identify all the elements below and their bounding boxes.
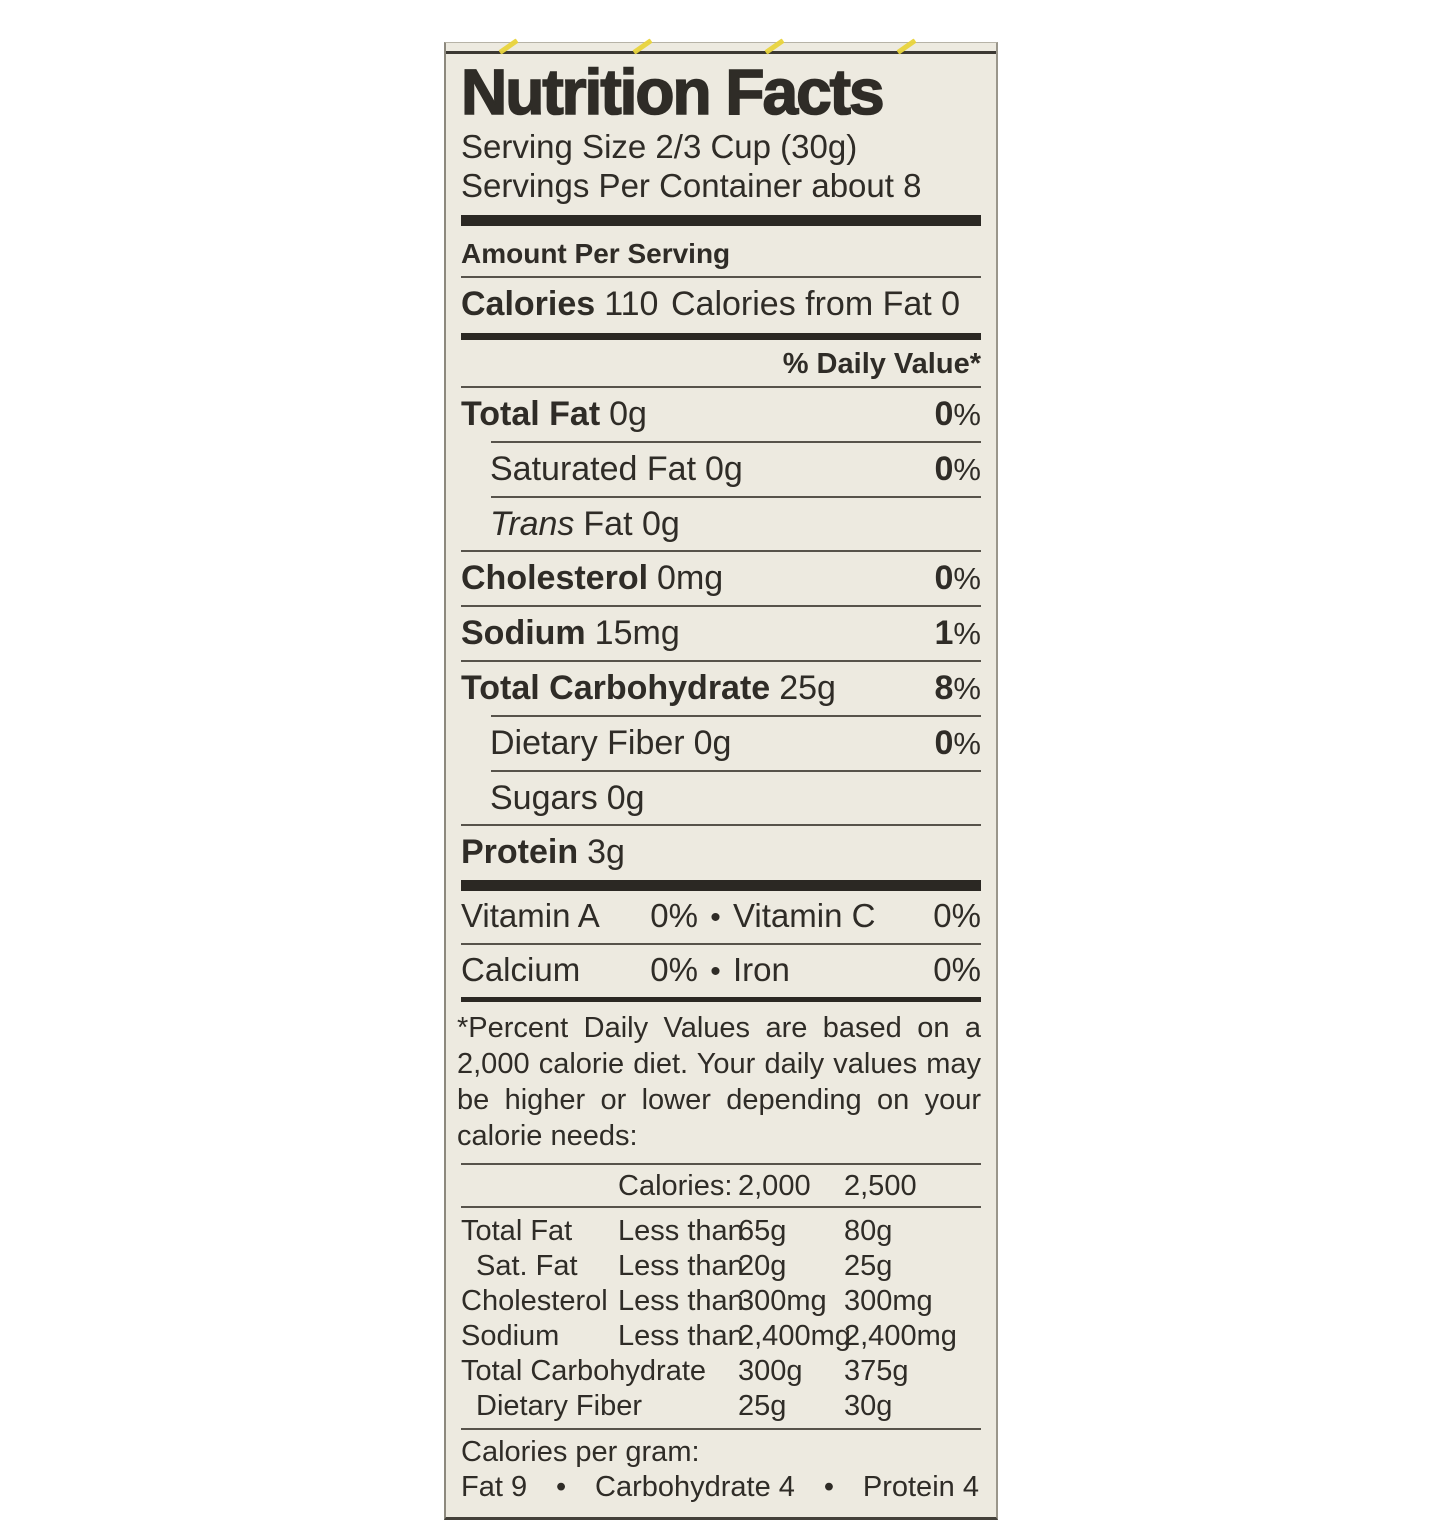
- vitamin-row-calcium-iron: [461, 945, 981, 997]
- calories-per-gram-title: Calories per gram:: [461, 1436, 700, 1468]
- servings-per-container: Servings Per Container about 8: [461, 167, 922, 204]
- nutrient-row-sodium: Sodium 15mg 1%: [461, 614, 981, 652]
- thick-divider: [461, 215, 981, 226]
- medium-divider: [461, 333, 981, 340]
- daily-values-table: [461, 1169, 981, 1430]
- daily-value: 0%: [934, 724, 981, 762]
- calories-row: [461, 278, 981, 331]
- cpg-fat: Fat 9: [461, 1471, 528, 1503]
- daily-value-heading: % Daily Value*: [782, 348, 981, 380]
- nutrient-row-total-fat: Total Fat 0g 0%: [461, 395, 981, 433]
- iron-label: Iron: [732, 951, 790, 988]
- table-row: Total Fat Less than 65g 80g: [461, 1215, 893, 1247]
- amount-per-serving-heading: Amount Per Serving: [461, 238, 731, 269]
- col-2000: 2,000: [738, 1170, 811, 1202]
- daily-values-footnote: *Percent Daily Values are based on a 2,000 calorie diet. Your daily values may be higher or lower depending on your calorie needs:: [457, 1012, 981, 1152]
- nutrition-facts-label: [444, 42, 998, 1520]
- daily-value: 8%: [934, 669, 981, 707]
- thick-divider: [461, 880, 981, 891]
- bullet-separator: •: [710, 955, 721, 988]
- calcium-value: 0%: [650, 951, 698, 988]
- daily-value: 1%: [934, 614, 981, 652]
- table-row: Sat. Fat Less than 20g 25g: [476, 1250, 893, 1282]
- table-row: Total Carbohydrate 300g 375g: [461, 1355, 909, 1387]
- vitamin-a-label: Vitamin A: [461, 897, 600, 934]
- col-2500: 2,500: [844, 1170, 917, 1202]
- calcium-label: Calcium: [461, 951, 581, 988]
- table-row: Dietary Fiber 25g 30g: [476, 1390, 893, 1422]
- calories-value: Calories 110: [461, 285, 659, 323]
- bullet-separator: •: [555, 1471, 567, 1503]
- table-row: Cholesterol Less than 300mg 300mg: [461, 1285, 933, 1317]
- bullet-separator: •: [710, 901, 721, 934]
- vitamin-c-value: 0%: [933, 897, 981, 934]
- nutrient-row-total-carbohydrate: Total Carbohydrate 25g 8%: [461, 669, 981, 707]
- calories-per-gram-section: [461, 1430, 981, 1505]
- vitamin-row-a-c: [461, 891, 981, 943]
- vitamin-c-label: Vitamin C: [732, 897, 876, 934]
- vitamin-a-value: 0%: [650, 897, 698, 934]
- daily-value: 0%: [934, 450, 981, 488]
- daily-value: 0%: [934, 559, 981, 597]
- calories-column-label: Calories:: [618, 1170, 733, 1202]
- table-row: Sodium Less than 2,400mg 2,400mg: [461, 1320, 957, 1352]
- label-title: Nutrition Facts: [461, 56, 883, 128]
- calories-from-fat: Calories from Fat 0: [671, 285, 961, 323]
- nutrient-row-sugars: Sugars 0g: [490, 779, 645, 817]
- daily-value: 0%: [934, 395, 981, 433]
- nutrient-row-protein: Protein 3g: [461, 833, 625, 871]
- nutrient-row-cholesterol: Cholesterol 0mg 0%: [461, 559, 981, 597]
- cpg-carbohydrate: Carbohydrate 4: [595, 1471, 795, 1503]
- cpg-protein: Protein 4: [862, 1471, 979, 1503]
- nutrient-row-trans-fat: Trans Fat 0g: [490, 505, 680, 543]
- nutrient-row-saturated-fat: Saturated Fat 0g 0%: [490, 450, 981, 488]
- serving-size: Serving Size 2/3 Cup (30g): [461, 128, 858, 165]
- table-header-row: [461, 1169, 981, 1204]
- iron-value: 0%: [933, 951, 981, 988]
- divider: [461, 1163, 981, 1165]
- divider: [461, 1206, 981, 1208]
- label-top-border: [446, 51, 996, 54]
- bullet-separator: •: [823, 1471, 834, 1503]
- nutrient-row-dietary-fiber: Dietary Fiber 0g 0%: [490, 724, 981, 762]
